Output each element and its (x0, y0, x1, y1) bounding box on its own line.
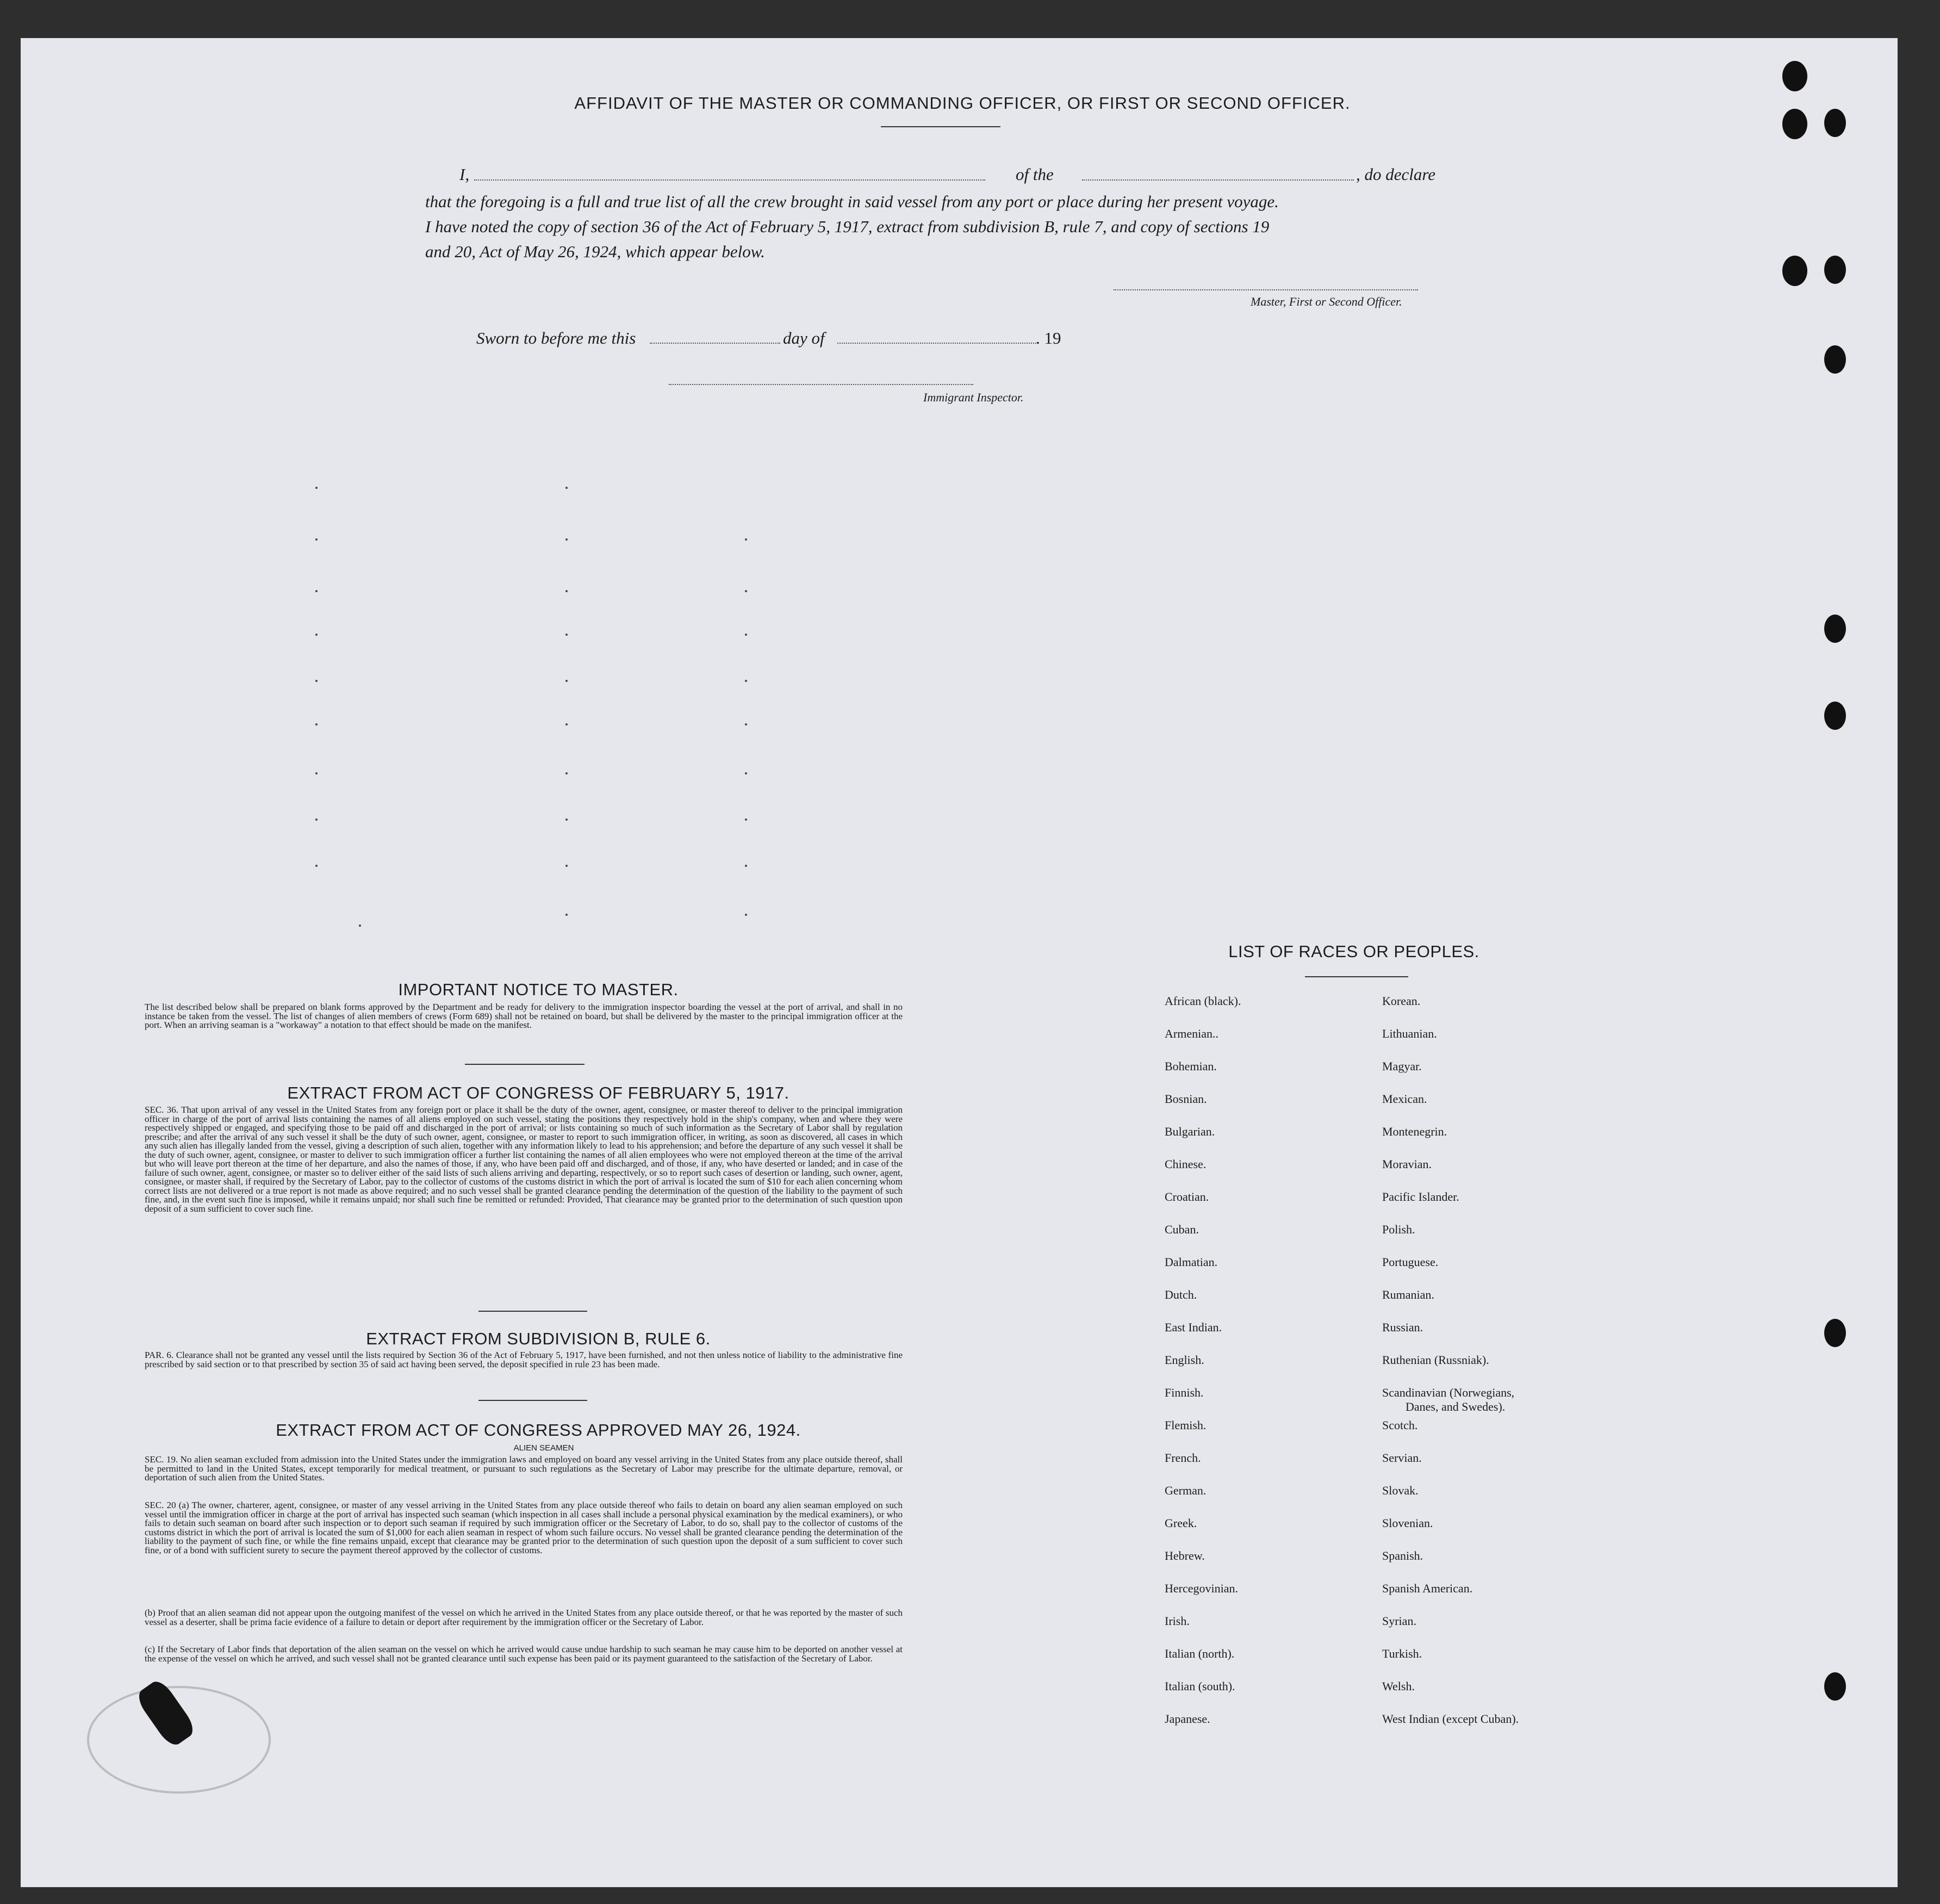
race-item: Croatian. (1165, 1190, 1209, 1204)
races-title: LIST OF RACES OR PEOPLES. (1228, 942, 1479, 961)
master-signature-label: Master, First or Second Officer. (1251, 295, 1402, 308)
race-item: Bulgarian. (1165, 1125, 1215, 1138)
master-signature-line[interactable] (1114, 289, 1418, 290)
inspector-label: Immigrant Inspector. (923, 390, 1024, 404)
title-underline (881, 126, 1000, 127)
race-item: Slovak. (1382, 1484, 1419, 1497)
affidavit-line-3: and 20, Act of May 26, 1924, which appear below. (425, 242, 765, 261)
race-item: Hercegovinian. (1165, 1582, 1238, 1595)
binder-hole (1824, 256, 1846, 284)
race-item: Lithuanian. (1382, 1027, 1437, 1040)
race-item: Cuban. (1165, 1223, 1199, 1236)
extract-rule6-text: PAR. 6. Clearance shall not be granted any vessel until the lists required by Section 36 of the Act of February 5, 1917, have been furnished, and not then unless notice of liability to the administrative fine prescribed by said section or to that prescribed by section 35 of said act having been served, the deposit specified in rule 23 has been made. (145, 1350, 903, 1369)
race-item: Japanese. (1165, 1712, 1210, 1726)
notice-title: IMPORTANT NOTICE TO MASTER. (398, 980, 679, 999)
day-blank[interactable] (650, 343, 780, 344)
extract-rule6-title: EXTRACT FROM SUBDIVISION B, RULE 6. (366, 1329, 711, 1348)
page-edge (1838, 38, 1898, 1887)
race-item: Montenegrin. (1382, 1125, 1447, 1138)
extract-1917-text: SEC. 36. That upon arrival of any vessel in the United States from any foreign port or place it shall be the duty of the owner, agent, consignee, or master thereof to deliver to the principal immigration officer in charge of the port of arrival lists containing the names of all aliens employed on such vessel, stating the positions they respectively hold in the ship's company, when and where they were respectively shipped or engaged, and specifying those to be paid off and discharged in the port of arrival; or lists containing so much of such information as the Secretary of Labor shall by regulation prescribe; and after the arrival of any such vessel it shall be the duty of such owner, agent, consignee, or master to report to such immigration officer, in writing, as soon as discovered, all cases in which any such alien has illegally landed from the vessel, giving a description of such alien, together with any information likely to lead to his apprehension; and before the departure of any such vessel it shall be the duty of such owner, agent, consignee, or master to deliver to such immigration officer a further list containing the names of all alien employees who were not employed thereon at the time of the arrival but who will leave port thereon at the time of her departure, and also the names of those, if any, who have been paid off and discharged, and of those, if any, who have deserted or landed; and in case of the failure of such owner, agent, consignee, or master so to deliver either of the said lists of such aliens arriving and departing, respectively, or so to report such cases of desertion or landing, such owner, agent, consignee, or master shall, if required by the Secretary of Labor, pay to the collector of customs of the customs district in which the port of arrival is located the sum of $10 for each alien concerning whom correct lists are not delivered or a true report is not made as above required; and no such vessel shall be granted clearance pending the determination of the question of the liability to the payment of such fine, and, in the event such fine is imposed, while it remains unpaid; nor shall such fine be remitted or refunded: Provided, That clearance may be granted prior to the determination of such question upon deposit of a sum sufficient to cover such fine. (145, 1105, 903, 1214)
extract-1924-sec20b: (b) Proof that an alien seaman did not appear upon the outgoing manifest of the vessel on which he arrived in the United States from any place outside thereof, or that he was reported by the master of such vessel as a deserter, shall be prima facie evidence of a failure to detain or deport after requirement by the immigration officer or the Secretary of Labor. (145, 1608, 903, 1627)
vessel-blank[interactable] (1082, 179, 1354, 181)
race-item: Bohemian. (1165, 1059, 1217, 1073)
of-the-label: of the (1016, 165, 1054, 184)
race-item: African (black). (1165, 994, 1241, 1008)
extract-1924-subtitle: ALIEN SEAMEN (513, 1443, 574, 1453)
race-item: West Indian (except Cuban). (1382, 1712, 1519, 1726)
notice-text: The list described below shall be prepared on blank forms approved by the Department and be ready for delivery to the immigration inspector boarding the vessel at the port of arrival, and shall in no instance be taken from the vessel. The list of changes of alien members of crews (Form 689) shall not be retained on board, but shall be delivered by the master to the principal immigration officer at the port. When an arriving seaman is a "workaway" a notation to that effect should be made on the manifest. (145, 1002, 903, 1030)
race-item: Irish. (1165, 1614, 1190, 1628)
binder-hole (1782, 109, 1807, 139)
race-item: Spanish American. (1382, 1582, 1473, 1595)
race-item: Bosnian. (1165, 1092, 1207, 1106)
race-item: East Indian. (1165, 1320, 1222, 1334)
extract-1917-title: EXTRACT FROM ACT OF CONGRESS OF FEBRUARY 5, 1917. (287, 1083, 789, 1102)
race-item: Russian. (1382, 1320, 1423, 1334)
affidavit-i-label: I, (459, 165, 470, 184)
race-item: Pacific Islander. (1382, 1190, 1459, 1204)
extract-1924-sec20a: SEC. 20 (a) The owner, charterer, agent, consignee, or master of any vessel arriving in the United States from any place outside thereof who fails to detain on board any alien seaman employed on such vessel until the immigration officer in charge at the port of arrival has inspected such seaman (which inspection in all cases shall include a personal physical examination by the medical examiners), or who fails to detain such seaman on board after such inspection or to deport such seaman if required by such immigration officer or the Secretary of Labor, to do so, shall pay to the collector of customs of the customs district in which the port of arrival is located the sum of $1,000 for each alien seaman in respect of whom such failure occurs. No vessel shall be granted clearance pending the determination of the liability to the payment of such fine, or while the fine remains unpaid, except that clearance may be granted prior to the determination of such question upon the deposit of a sum sufficient to cover such fine, or of a bond with sufficient surety to secure the payment thereof approved by the collector of customs. (145, 1500, 903, 1555)
race-item: Dutch. (1165, 1288, 1197, 1301)
race-item: Syrian. (1382, 1614, 1416, 1628)
month-blank[interactable] (837, 343, 1039, 344)
race-item: Italian (north). (1165, 1647, 1235, 1660)
race-item: Portuguese. (1382, 1255, 1439, 1269)
race-item: Welsh. (1382, 1679, 1415, 1693)
affidavit-title: AFFIDAVIT OF THE MASTER OR COMMANDING OFFICER, OR FIRST OR SECOND OFFICER. (574, 94, 1351, 113)
race-item: Magyar. (1382, 1059, 1422, 1073)
race-item: Polish. (1382, 1223, 1415, 1236)
race-item: Scotch. (1382, 1418, 1418, 1432)
race-item: Finnish. (1165, 1386, 1204, 1399)
race-item: Scandinavian (Norwegians, (1382, 1386, 1515, 1399)
binder-hole (1824, 1319, 1846, 1347)
race-item: Spanish. (1382, 1549, 1423, 1562)
race-item: Dalmatian. (1165, 1255, 1218, 1269)
race-item-continuation: Danes, and Swedes). (1406, 1400, 1506, 1413)
race-item: Slovenian. (1382, 1516, 1433, 1530)
race-item: Hebrew. (1165, 1549, 1205, 1562)
binder-hole (1824, 109, 1846, 137)
race-item: Moravian. (1382, 1157, 1432, 1171)
race-item: Flemish. (1165, 1418, 1207, 1432)
races-title-underline (1305, 976, 1408, 977)
extract-1924-sec20c: (c) If the Secretary of Labor finds that deportation of the alien seaman on the vessel on which he arrived would cause undue hardship to such seaman he may cause him to be deported on another vessel at the expense of the vessel on which he arrived, and such vessel shall not be granted clearance until such expense has been paid or its payment guaranteed to the satisfaction of the Secretary of Labor. (145, 1644, 903, 1664)
race-item: German. (1165, 1484, 1207, 1497)
race-item: English. (1165, 1353, 1204, 1367)
race-item: Armenian.. (1165, 1027, 1218, 1040)
race-item: Chinese. (1165, 1157, 1207, 1171)
race-item: Korean. (1382, 994, 1421, 1008)
race-item: Rumanian. (1382, 1288, 1434, 1301)
extract-rule6-divider (478, 1400, 587, 1401)
race-item: Servian. (1382, 1451, 1422, 1465)
extract-1924-title: EXTRACT FROM ACT OF CONGRESS APPROVED MAY 26, 1924. (276, 1421, 801, 1440)
binder-hole (1824, 702, 1846, 730)
inspector-signature-line[interactable] (669, 384, 973, 385)
race-item: Ruthenian (Russniak). (1382, 1353, 1489, 1367)
day-of-label: day of (783, 328, 825, 348)
do-declare-label: , do declare (1356, 165, 1436, 184)
binder-hole (1824, 345, 1846, 374)
notice-divider (465, 1064, 585, 1065)
binder-hole (1824, 1672, 1846, 1701)
race-item: Turkish. (1382, 1647, 1422, 1660)
binder-hole (1782, 61, 1807, 91)
extract-1924-sec19: SEC. 19. No alien seaman excluded from admission into the United States under the immigration laws and employed on board any vessel arriving in the United States from any place outside thereof, shall be permitted to land in the United States, except temporarily for medical treatment, or pursuant to such regulations as the Secretary of Labor may prescribe for the ultimate departure, removal, or deportation of such alien from the United States. (145, 1454, 903, 1483)
affidavit-line-1: that the foregoing is a full and true list of all the crew brought in said vessel from any port or place during her present voyage. (425, 192, 1279, 211)
binder-hole (1782, 256, 1807, 286)
extract-1917-divider (478, 1311, 587, 1312)
race-item: French. (1165, 1451, 1201, 1465)
race-item: Greek. (1165, 1516, 1197, 1530)
affidavit-line-2: I have noted the copy of section 36 of the Act of February 5, 1917, extract from subdivision B, rule 7, and copy of sections 19 (425, 217, 1270, 236)
race-item: Mexican. (1382, 1092, 1427, 1106)
race-item: Italian (south). (1165, 1679, 1235, 1693)
name-blank[interactable] (474, 179, 985, 181)
binder-hole (1824, 615, 1846, 643)
sworn-label: Sworn to before me this (476, 328, 636, 348)
year-label: . 19 (1036, 328, 1061, 348)
